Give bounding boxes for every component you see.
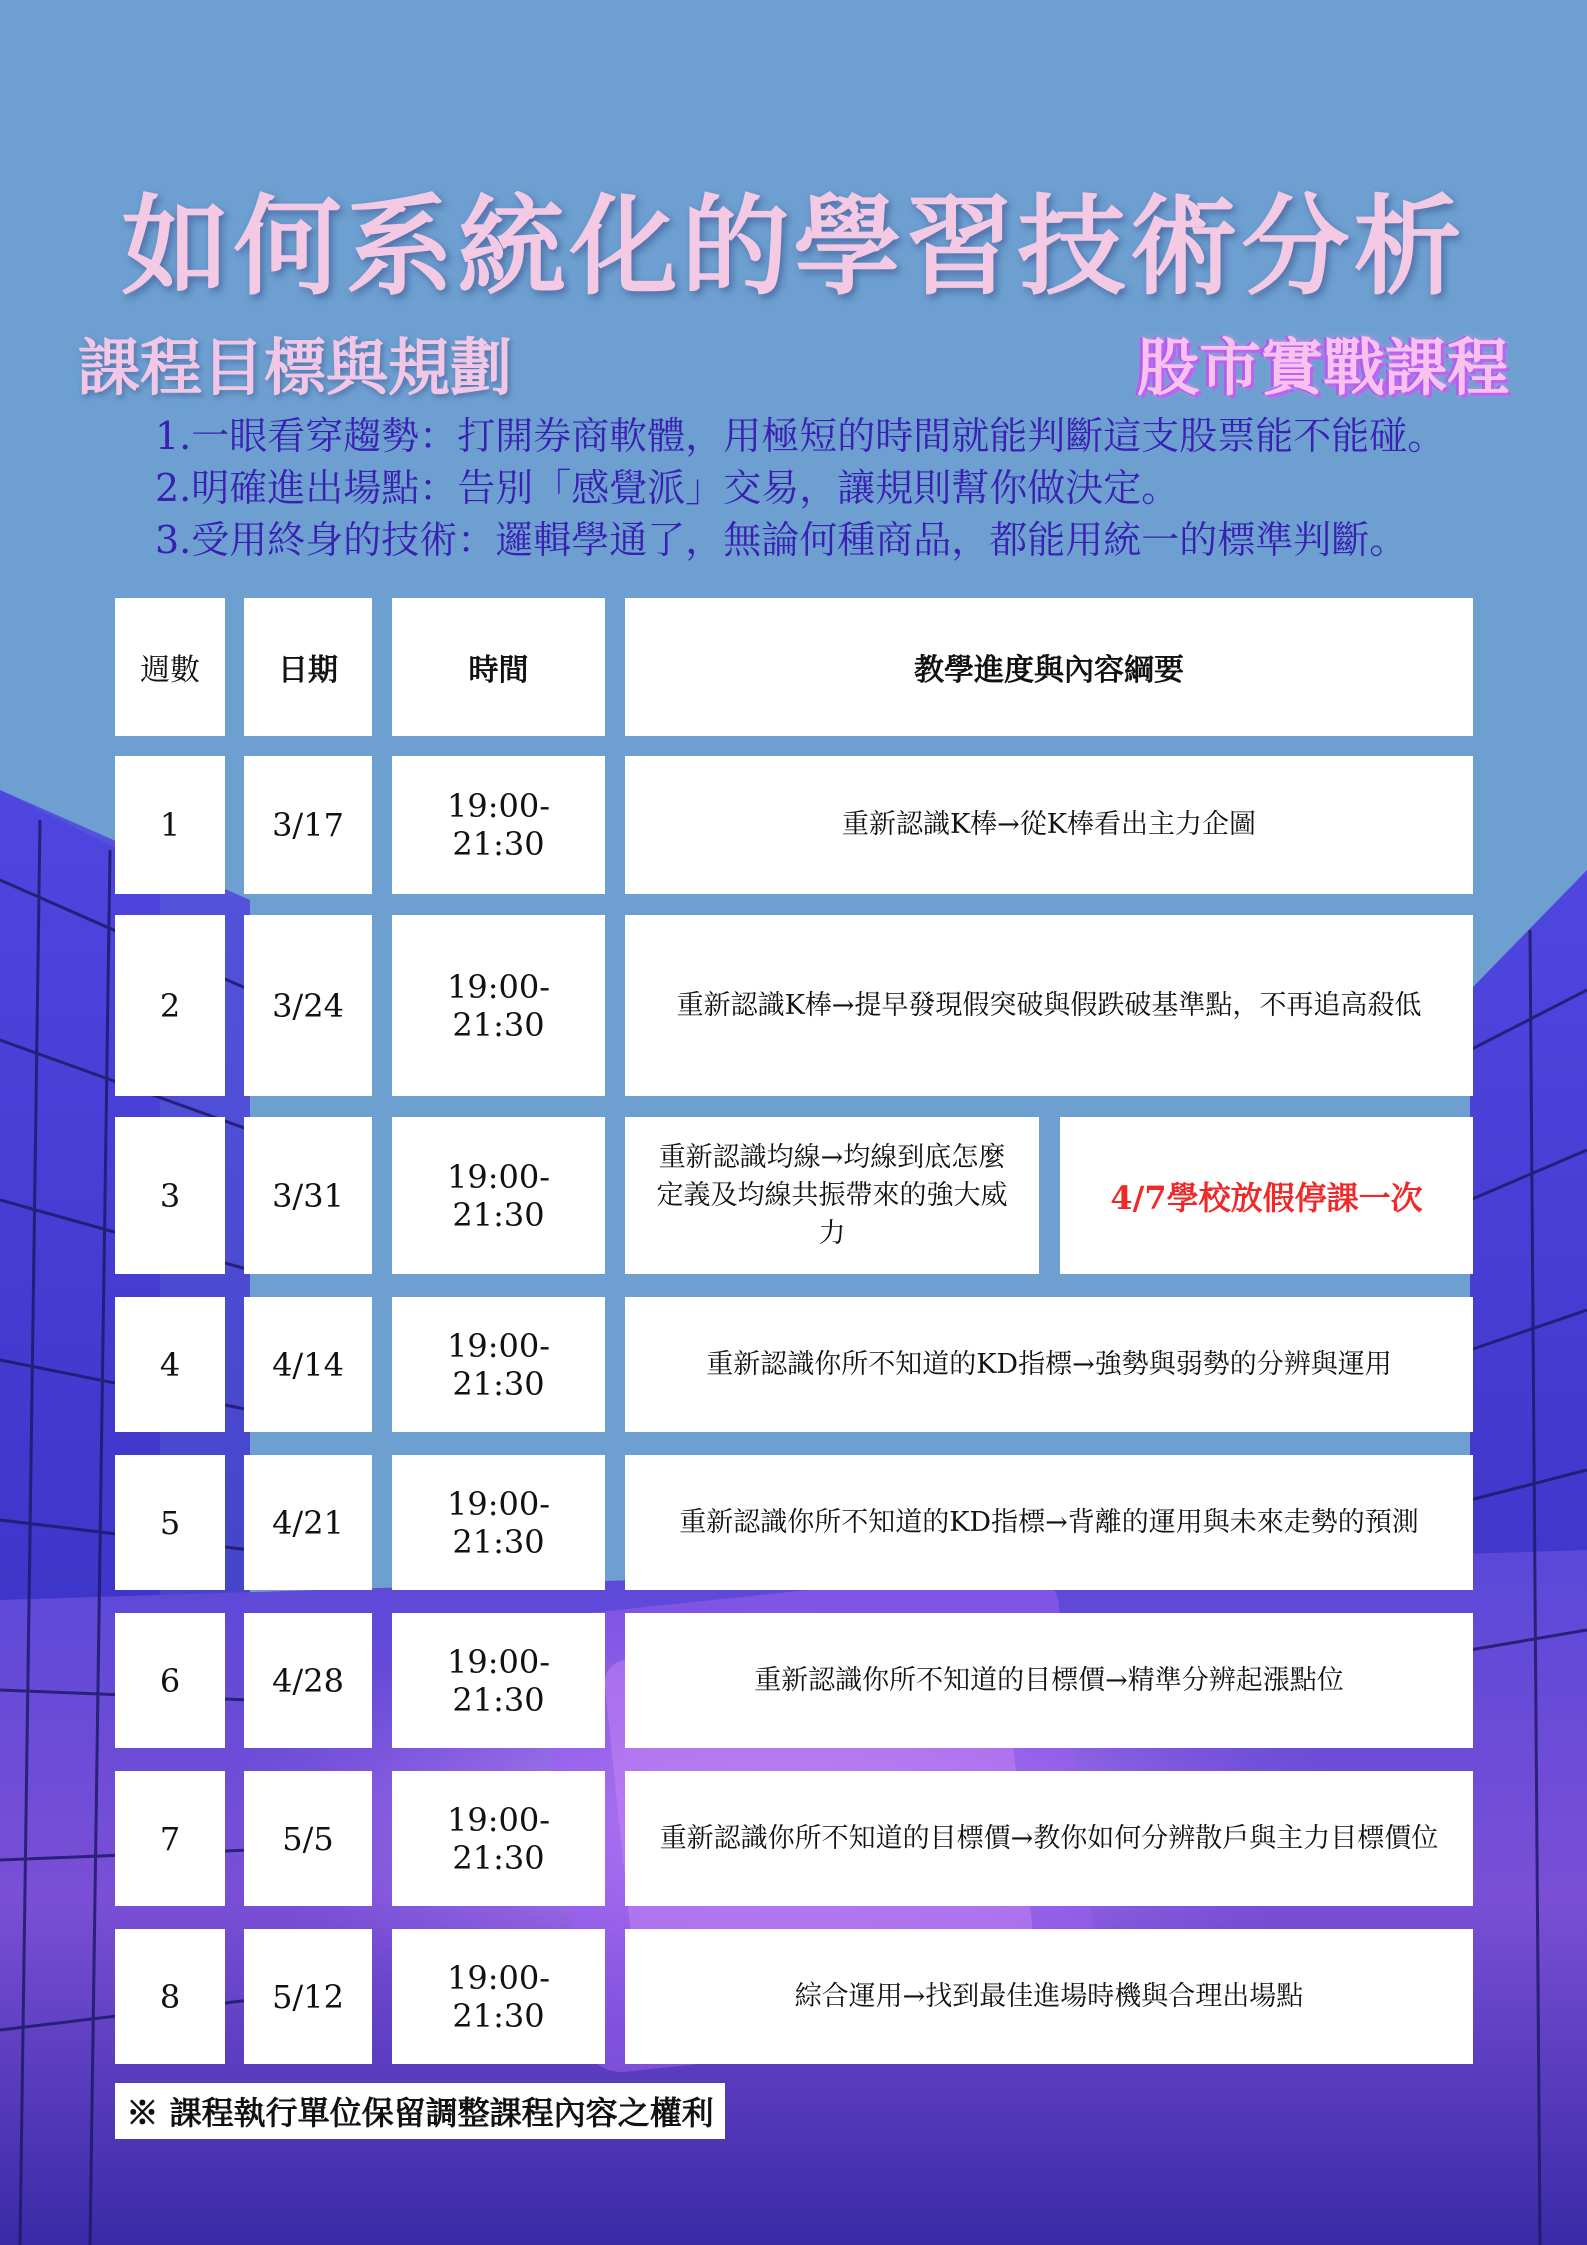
header-date: 日期 <box>244 598 372 736</box>
row4-content: 重新認識你所不知道的KD指標→強勢與弱勢的分辨與運用 <box>625 1297 1473 1432</box>
row3-content: 重新認識均線→均線到底怎麼定義及均線共振帶來的強大威力 <box>625 1117 1039 1274</box>
row8-date: 5/12 <box>244 1929 372 2064</box>
course-tag: 股市實戰課程 <box>1136 331 1509 404</box>
row1-content: 重新認識K棒→從K棒看出主力企圖 <box>625 756 1473 894</box>
row7-week: 7 <box>115 1771 225 1906</box>
row2-date: 3/24 <box>244 915 372 1096</box>
goals-list <box>155 410 1455 566</box>
row7-date: 5/5 <box>244 1771 372 1906</box>
section-heading: 課程目標與規劃 <box>78 331 513 404</box>
row5-week: 5 <box>115 1455 225 1590</box>
row1-time: 19:00-21:30 <box>392 756 605 894</box>
header-week: 週數 <box>115 598 225 736</box>
row5-date: 4/21 <box>244 1455 372 1590</box>
goal-item: 1.一眼看穿趨勢：打開券商軟體，用極短的時間就能判斷這支股票能不能碰。 <box>155 414 1446 458</box>
goal-item: 2.明確進出場點：告別「感覺派」交易，讓規則幫你做決定。 <box>155 466 1180 510</box>
goal-item: 3.受用終身的技術：邏輯學通了，無論何種商品，都能用統一的標準判斷。 <box>155 518 1408 562</box>
row3-date: 3/31 <box>244 1117 372 1274</box>
row8-content: 綜合運用→找到最佳進場時機與合理出場點 <box>625 1929 1473 2064</box>
row6-time: 19:00-21:30 <box>392 1613 605 1748</box>
row3-holiday-notice: 4/7學校放假停課一次 <box>1060 1117 1473 1274</box>
row8-week: 8 <box>115 1929 225 2064</box>
row1-date: 3/17 <box>244 756 372 894</box>
footnote: ※ 課程執行單位保留調整課程內容之權利 <box>115 2083 725 2139</box>
row5-time: 19:00-21:30 <box>392 1455 605 1590</box>
row2-week: 2 <box>115 915 225 1096</box>
row4-date: 4/14 <box>244 1297 372 1432</box>
header-content: 教學進度與內容綱要 <box>625 598 1473 736</box>
row7-content: 重新認識你所不知道的目標價→教你如何分辨散戶與主力目標價位 <box>625 1771 1473 1906</box>
header-time: 時間 <box>392 598 605 736</box>
row6-date: 4/28 <box>244 1613 372 1748</box>
row5-content: 重新認識你所不知道的KD指標→背離的運用與未來走勢的預測 <box>625 1455 1473 1590</box>
row6-week: 6 <box>115 1613 225 1748</box>
row2-time: 19:00-21:30 <box>392 915 605 1096</box>
row7-time: 19:00-21:30 <box>392 1771 605 1906</box>
row4-week: 4 <box>115 1297 225 1432</box>
row2-content: 重新認識K棒→提早發現假突破與假跌破基準點，不再追高殺低 <box>625 915 1473 1096</box>
row8-time: 19:00-21:30 <box>392 1929 605 2064</box>
row4-time: 19:00-21:30 <box>392 1297 605 1432</box>
row1-week: 1 <box>115 756 225 894</box>
page-title: 如何系統化的學習技術分析 <box>121 184 1466 310</box>
row3-week: 3 <box>115 1117 225 1274</box>
row3-time: 19:00-21:30 <box>392 1117 605 1274</box>
row6-content: 重新認識你所不知道的目標價→精準分辨起漲點位 <box>625 1613 1473 1748</box>
